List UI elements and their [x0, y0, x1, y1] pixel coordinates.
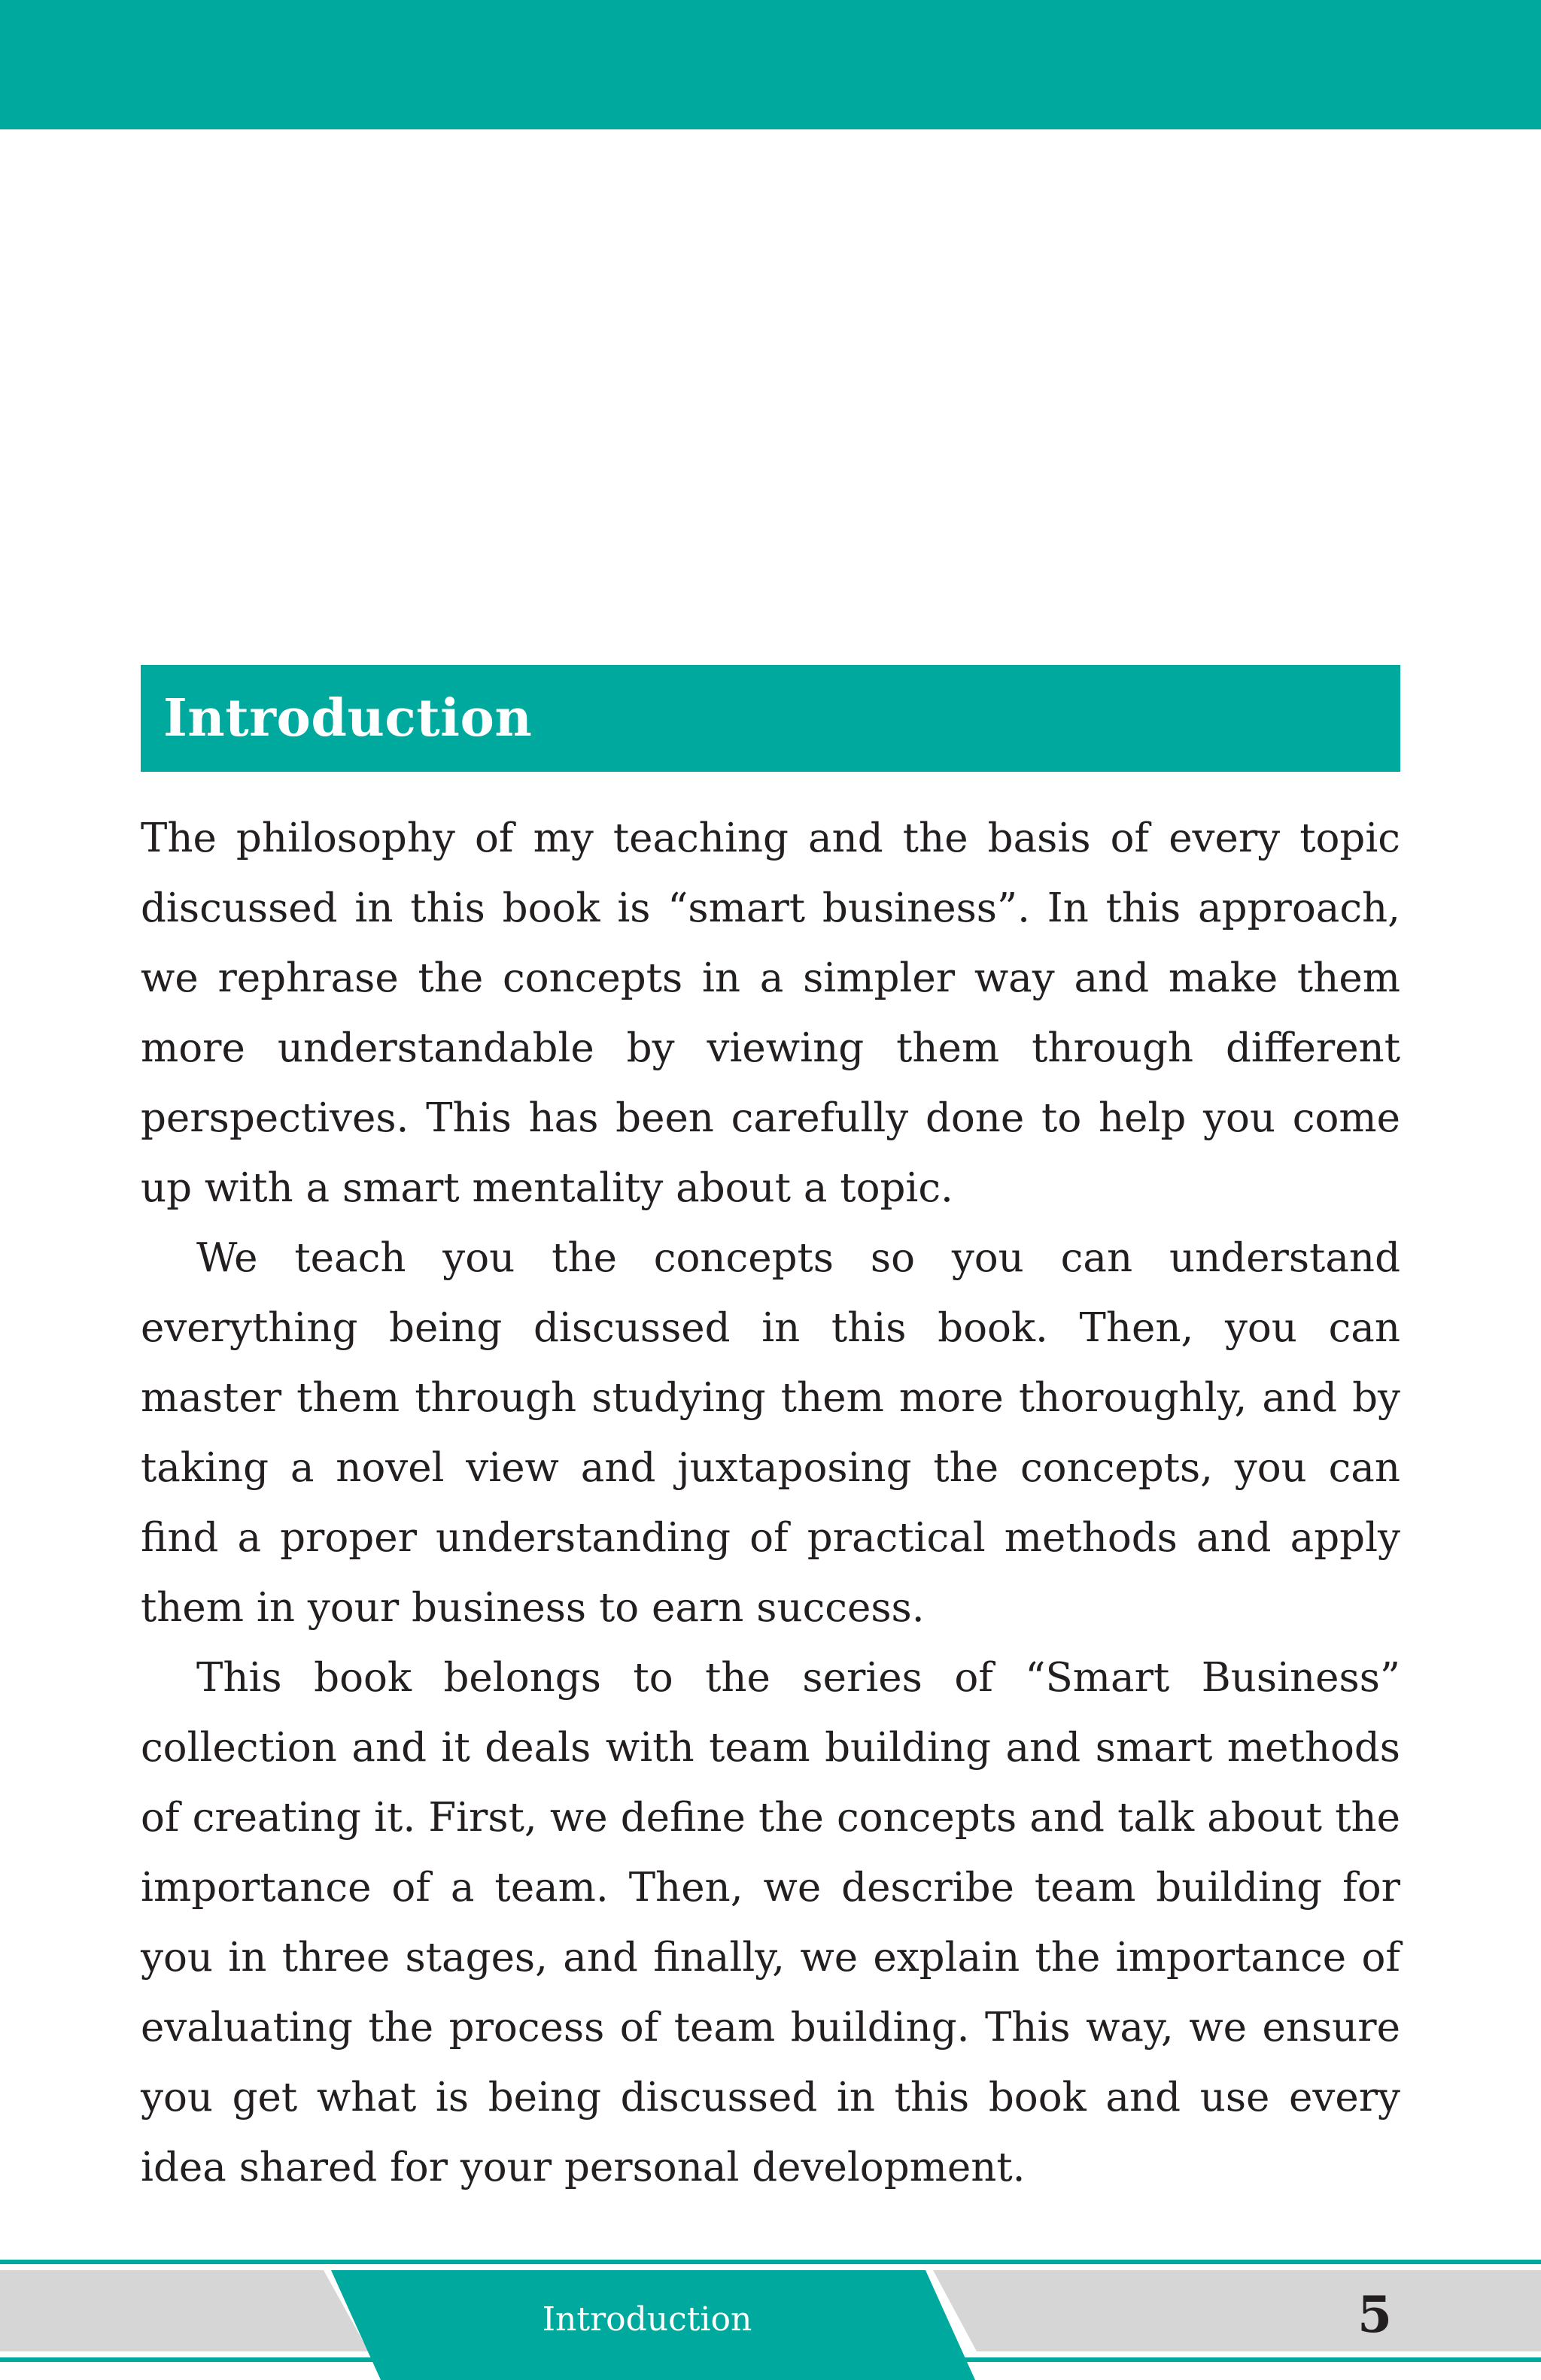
footer-right-band: [933, 2270, 1541, 2351]
footer-running-title: Introduction: [542, 2300, 752, 2339]
paragraph-1: The philosophy of my teaching and the basis of every topic discussed in this book is “smart business”. In this approach, we rephrase the concepts in a simpler way and make them more understandable by viewing them through different perspectives. This has been carefully done to help you come up with a smart mentality about a topic.: [141, 815, 1400, 1211]
section-header: [141, 665, 1400, 772]
top-color-band: [0, 0, 1541, 129]
page-footer: [0, 2260, 1541, 2380]
paragraph-2: We teach you the concepts so you can understand everything being discussed in this book. Then, you can master them through studying them more thoroughly, and by taking a novel view and juxtaposing the concepts, you can find a proper understanding of practical methods and apply them in your business to earn success.: [141, 1235, 1400, 1631]
footer-left-band: [0, 2270, 369, 2351]
footer-top-rule: [0, 2260, 1541, 2264]
section-title: Introduction: [163, 688, 533, 748]
paragraph-3: This book belongs to the series of “Smart Business” collection and it deals with team building and smart methods of creating it. First, we define the concepts and talk about the importance of a team. Then, we describe team building for you in three stages, and finally, we explain the importance of evaluating the process of team building. This way, we ensure you get what is being discussed in this book and use every idea shared for your personal development.: [141, 1655, 1400, 2190]
body-text: [141, 803, 1400, 2202]
page-number: 5: [1357, 2285, 1392, 2344]
